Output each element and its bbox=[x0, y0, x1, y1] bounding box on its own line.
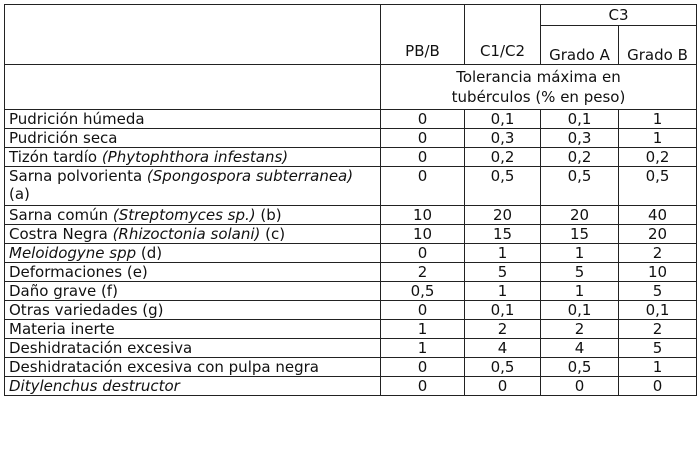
cell-c1-c2: 15 bbox=[465, 225, 541, 244]
row-label-ital: (Rhizoctonia solani) bbox=[112, 225, 261, 243]
cell-grado-a: 1 bbox=[541, 282, 619, 301]
cell-grado-a: 20 bbox=[541, 206, 619, 225]
table-row bbox=[5, 148, 697, 167]
table-row bbox=[5, 206, 697, 225]
cell-c1-c2: 20 bbox=[465, 206, 541, 225]
cell-pb-b: 2 bbox=[381, 263, 465, 282]
table-row bbox=[5, 358, 697, 377]
cell-pb-b: 0 bbox=[381, 301, 465, 320]
cell-pb-b: 0 bbox=[381, 377, 465, 396]
cell-grado-a: 15 bbox=[541, 225, 619, 244]
row-label-post: (c) bbox=[260, 225, 286, 243]
cell-grado-b: 5 bbox=[619, 282, 697, 301]
cell-c1-c2: 0,1 bbox=[465, 110, 541, 129]
row-label bbox=[5, 301, 381, 320]
row-label bbox=[5, 206, 381, 225]
row-label bbox=[5, 263, 381, 282]
row-label-post: (a) bbox=[9, 185, 30, 203]
table-row bbox=[5, 110, 697, 129]
cell-grado-b: 2 bbox=[619, 244, 697, 263]
row-label-pre: Materia inerte bbox=[9, 320, 115, 338]
cell-c1-c2: 1 bbox=[465, 282, 541, 301]
cell-pb-b: 1 bbox=[381, 339, 465, 358]
cell-c1-c2: 0,5 bbox=[465, 358, 541, 377]
cell-pb-b: 1 bbox=[381, 320, 465, 339]
table-body bbox=[5, 110, 697, 396]
cell-grado-a: 0,3 bbox=[541, 129, 619, 148]
row-label-pre: Deformaciones (e) bbox=[9, 263, 148, 281]
cell-c1-c2: 4 bbox=[465, 339, 541, 358]
cell-c1-c2: 5 bbox=[465, 263, 541, 282]
cell-grado-b: 0,5 bbox=[619, 167, 697, 206]
cell-grado-a: 2 bbox=[541, 320, 619, 339]
table-row bbox=[5, 320, 697, 339]
cell-pb-b: 0 bbox=[381, 129, 465, 148]
cell-pb-b: 0 bbox=[381, 148, 465, 167]
row-label-ital: Ditylenchus destructor bbox=[9, 377, 180, 395]
row-label-pre: Sarna común bbox=[9, 206, 113, 224]
row-label-pre: Costra Negra bbox=[9, 225, 113, 243]
row-label bbox=[5, 225, 381, 244]
table-row bbox=[5, 377, 697, 396]
cell-grado-a: 0,1 bbox=[541, 110, 619, 129]
row-label-pre: Otras variedades (g) bbox=[9, 301, 164, 319]
table-row bbox=[5, 339, 697, 358]
cell-grado-b: 0,1 bbox=[619, 301, 697, 320]
cell-grado-a: 0,5 bbox=[541, 358, 619, 377]
header-pb-b: PB/B bbox=[381, 5, 465, 65]
row-label bbox=[5, 129, 381, 148]
row-label bbox=[5, 110, 381, 129]
cell-grado-b: 5 bbox=[619, 339, 697, 358]
header-blank-cell bbox=[5, 5, 381, 65]
row-label-pre: Tizón tardío bbox=[9, 148, 102, 166]
cell-c1-c2: 2 bbox=[465, 320, 541, 339]
header-grado-a: Grado A bbox=[541, 26, 619, 65]
table-row bbox=[5, 282, 697, 301]
cell-c1-c2: 0,1 bbox=[465, 301, 541, 320]
cell-c1-c2: 0 bbox=[465, 377, 541, 396]
header-tolerance bbox=[381, 65, 697, 110]
cell-grado-b: 0 bbox=[619, 377, 697, 396]
cell-pb-b: 0 bbox=[381, 244, 465, 263]
cell-grado-b: 1 bbox=[619, 129, 697, 148]
row-label-post: (d) bbox=[136, 244, 163, 262]
tolerance-line-2: tubérculos (% en peso) bbox=[451, 88, 626, 106]
cell-grado-a: 0 bbox=[541, 377, 619, 396]
table-row bbox=[5, 263, 697, 282]
row-label-ital: (Spongospora subterranea) bbox=[146, 167, 354, 185]
row-label-pre: Pudrición seca bbox=[9, 129, 118, 147]
row-label-pre: Deshidratación excesiva bbox=[9, 339, 193, 357]
row-label bbox=[5, 167, 381, 206]
table-row bbox=[5, 301, 697, 320]
cell-grado-b: 40 bbox=[619, 206, 697, 225]
row-label-ital: (Streptomyces sp.) bbox=[112, 206, 256, 224]
cell-grado-b: 20 bbox=[619, 225, 697, 244]
header-c1-c2: C1/C2 bbox=[465, 5, 541, 65]
cell-pb-b: 0 bbox=[381, 358, 465, 377]
row-label-pre: Sarna polvorienta bbox=[9, 167, 147, 185]
cell-pb-b: 10 bbox=[381, 206, 465, 225]
row-label bbox=[5, 320, 381, 339]
row-label-post: (b) bbox=[255, 206, 282, 224]
header-blank-cell-2 bbox=[5, 65, 381, 110]
tolerance-line-1: Tolerancia máxima en bbox=[456, 68, 621, 86]
row-label bbox=[5, 358, 381, 377]
cell-pb-b: 10 bbox=[381, 225, 465, 244]
cell-c1-c2: 0,2 bbox=[465, 148, 541, 167]
header-grado-b: Grado B bbox=[619, 26, 697, 65]
row-label bbox=[5, 244, 381, 263]
row-label-pre: Daño grave (f) bbox=[9, 282, 118, 300]
cell-pb-b: 0 bbox=[381, 167, 465, 206]
row-label-pre: Deshidratación excesiva con pulpa negra bbox=[9, 358, 319, 376]
cell-grado-a: 4 bbox=[541, 339, 619, 358]
row-label-ital: (Phytophthora infestans) bbox=[101, 148, 289, 166]
cell-c1-c2: 0,5 bbox=[465, 167, 541, 206]
cell-grado-b: 2 bbox=[619, 320, 697, 339]
row-label bbox=[5, 282, 381, 301]
cell-grado-a: 0,2 bbox=[541, 148, 619, 167]
table-header bbox=[5, 5, 697, 110]
table-row bbox=[5, 129, 697, 148]
cell-grado-a: 1 bbox=[541, 244, 619, 263]
row-label bbox=[5, 339, 381, 358]
row-label-pre: Pudrición húmeda bbox=[9, 110, 145, 128]
tolerance-table bbox=[4, 4, 697, 396]
table-row bbox=[5, 167, 697, 206]
cell-grado-b: 10 bbox=[619, 263, 697, 282]
row-label bbox=[5, 148, 381, 167]
cell-grado-a: 0,5 bbox=[541, 167, 619, 206]
cell-grado-a: 5 bbox=[541, 263, 619, 282]
header-c3: C3 bbox=[541, 5, 697, 26]
cell-pb-b: 0 bbox=[381, 110, 465, 129]
row-label bbox=[5, 377, 381, 396]
cell-grado-a: 0,1 bbox=[541, 301, 619, 320]
cell-grado-b: 1 bbox=[619, 110, 697, 129]
cell-grado-b: 1 bbox=[619, 358, 697, 377]
cell-grado-b: 0,2 bbox=[619, 148, 697, 167]
row-label-ital: Meloidogyne spp bbox=[9, 244, 137, 262]
cell-pb-b: 0,5 bbox=[381, 282, 465, 301]
table-row bbox=[5, 244, 697, 263]
table-row bbox=[5, 225, 697, 244]
cell-c1-c2: 0,3 bbox=[465, 129, 541, 148]
cell-c1-c2: 1 bbox=[465, 244, 541, 263]
